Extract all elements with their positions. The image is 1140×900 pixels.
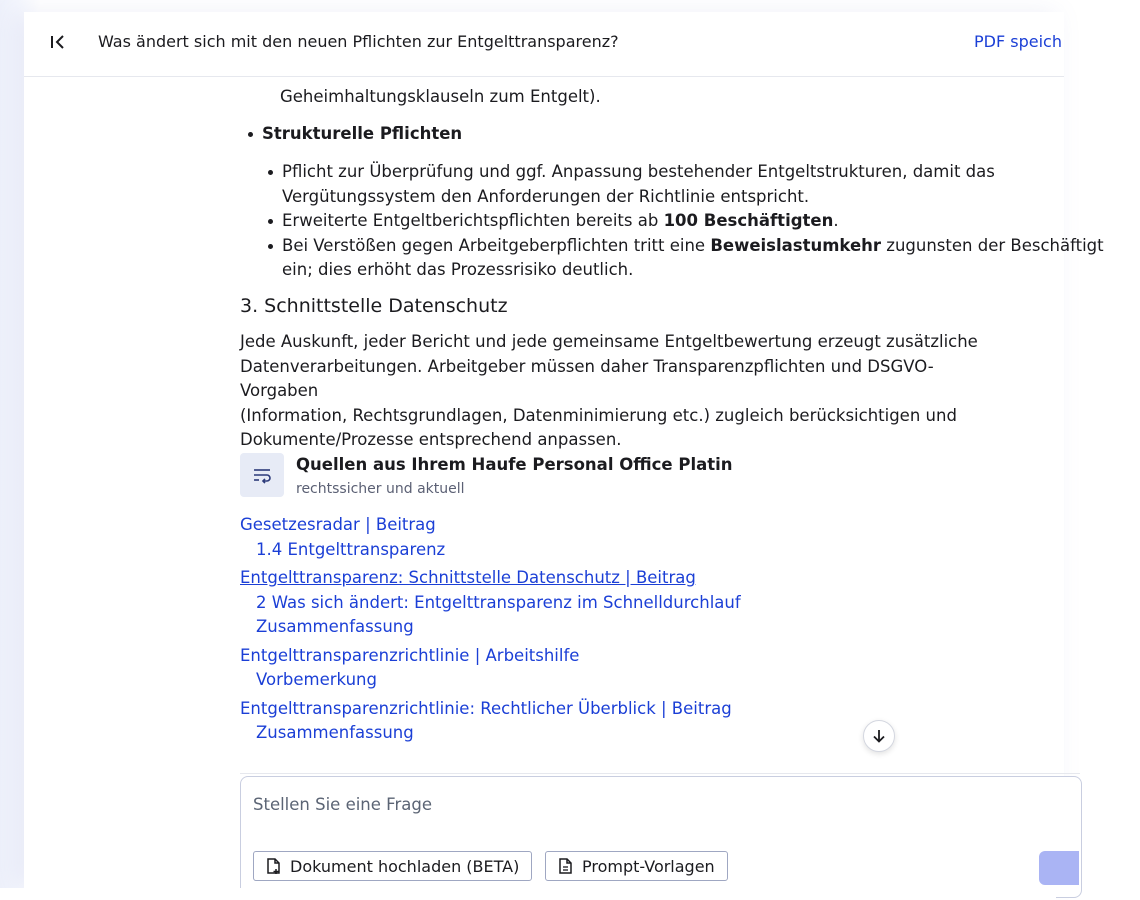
source-links [240,513,1000,750]
chat-header [24,12,1064,77]
source-link-group [240,513,1000,562]
source-link[interactable]: Entgelttransparenzrichtlinie | Arbeitshilfe [240,645,580,665]
source-sublink[interactable]: Zusammenfassung [256,723,414,742]
answer-content [240,12,1140,772]
source-sublink[interactable]: 1.4 Entgelttransparenz [256,539,446,559]
source-link-group [240,644,1000,693]
file-upload-icon [264,857,282,875]
section-heading: 3. Schnittstelle Datenschutz [240,295,508,317]
composer-divider [240,773,1080,774]
text-fragment: Geheimhaltungsklauseln zum Entgelt). [280,87,601,106]
send-button[interactable] [1039,851,1079,885]
pdf-save-button[interactable]: PDF speich [974,32,1062,51]
list-item: Erweiterte Entgeltberichtspflichten bereits ab 100 Beschäftigten. [282,209,1102,234]
sources-title: Quellen aus Ihrem Haufe Personal Office Platin [296,455,733,474]
question-composer [240,776,1082,898]
list-item: Pflicht zur Überprüfung und ggf. Anpassung bestehender Entgeltstrukturen, damit das Vergütungssystem den Anforderungen der Richtlinie entspricht. [282,160,1102,209]
collapse-sidebar-icon [48,32,68,52]
paragraph: Jede Auskunft, jeder Bericht und jede gemeinsame Entgeltbewertung erzeugt zusätzliche Datenverarbeitungen. Arbeitgeber müssen daher Transparenzpflichten und DSGVO-Vorgaben (Information, Rechtsgrundlagen, Datenminimierung etc.) zugleich berücksichtigen und Dokumente/Prozesse entsprechend anpassen. [240,332,978,449]
chat-title: Was ändert sich mit den neuen Pflichten zur Entgelttransparenz? [98,32,619,51]
source-sublink[interactable]: Vorbemerkung [256,670,377,689]
source-link[interactable]: Entgelttransparenzrichtlinie: Rechtlicher Überblick | Beitrag [240,698,732,718]
document-icon [556,857,574,875]
question-input[interactable] [253,789,1013,819]
source-link[interactable]: Gesetzesradar | Beitrag [240,515,436,534]
section-bullets [282,160,1102,283]
arrow-down-icon [871,728,887,744]
chat-panel [24,12,1104,888]
sources-list-icon [251,464,273,486]
scroll-down-button[interactable] [863,720,895,752]
sources-icon-box [240,453,284,497]
source-sublink[interactable]: Zusammenfassung [256,617,414,636]
upload-document-label: Dokument hochladen (BETA) [290,856,520,876]
sources-header [240,453,940,499]
list-item: Bei Verstößen gegen Arbeitgeberpflichten tritt eine Beweislastumkehr zugunsten der Beschäftigt ein; dies erhöht das Prozessrisiko deutlich. [282,234,1102,283]
upload-document-button[interactable] [253,851,532,881]
sources-subtitle: rechtssicher und aktuell [296,481,465,497]
prompt-templates-button[interactable] [545,851,728,881]
bottom-edge [0,888,1056,900]
source-link-group [240,566,1000,640]
section-label: Strukturelle Pflichten [262,124,463,143]
section-list [240,122,463,147]
source-sublink[interactable]: 2 Was sich ändert: Entgelttransparenz im Schnelldurchlauf [256,592,741,612]
collapse-sidebar-button[interactable] [46,30,70,54]
list-item [262,122,462,147]
source-link[interactable]: Entgelttransparenz: Schnittstelle Datenschutz | Beitrag [240,568,696,587]
prompt-templates-label: Prompt-Vorlagen [582,856,715,876]
